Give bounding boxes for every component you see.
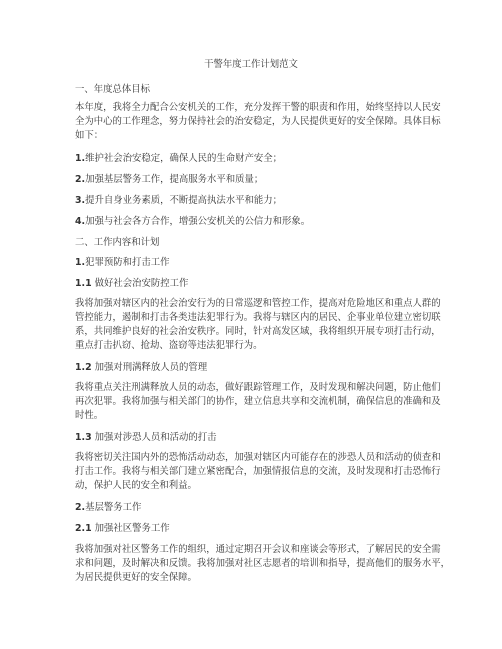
paragraph-1-1-line-1: 我将加强对辖区内的社会治安行为的日常巡逻和管控工作，提高对危险地区和重点人群的 — [75, 298, 441, 309]
subheading-number: 2.1 — [75, 523, 92, 534]
intro-line-1: 本年度，我将全力配合公安机关的工作，充分发挥干警的职责和作用，始终坚持以人民安 — [75, 102, 441, 113]
paragraph-1-1-line-2: 管控能力，遏制和打击各类违法犯罪行为。我将与辖区内的居民、企事业单位建立密切联 — [75, 312, 441, 323]
subheading-number: 1.1 — [75, 278, 92, 289]
subheading-text: 做好社会治安防控工作 — [94, 278, 189, 289]
paragraph-1-1-line-4: 重点打击扒窃、抢劫、盗窃等违法犯罪行为。 — [75, 340, 263, 351]
subheading-1-1 — [75, 279, 188, 288]
section-heading-work: 二、工作内容和计划 — [75, 237, 160, 248]
subheading-1-2 — [75, 363, 207, 372]
subheading-text: 加强社区警务工作 — [94, 523, 170, 534]
paragraph-1-1-line-3: 系，共同维护良好的社会治安秩序。同时，针对高发区域，我将组织开展专项打击行动， — [75, 326, 441, 337]
item-number: 1. — [75, 257, 86, 268]
item-text: 基层警务工作 — [85, 502, 142, 513]
document-title: 干警年度工作计划范文 — [204, 59, 298, 70]
paragraph-1-2-line-1: 我将重点关注刑满释放人员的动态，做好跟踪管理工作，及时发现和解决问题，防止他们 — [75, 382, 441, 393]
item-number: 2. — [75, 502, 86, 513]
goal-number: 2. — [75, 174, 86, 185]
paragraph-2-1-line-3: 为居民提供更好的安全保障。 — [75, 572, 197, 583]
goal-number: 3. — [75, 195, 86, 206]
goal-item-2 — [75, 175, 263, 184]
paragraph-2-1-line-1: 我将加强对社区警务工作的组织，通过定期召开会议和座谈会等形式，了解居民的安全需 — [75, 544, 441, 555]
subheading-number: 1.3 — [75, 432, 92, 443]
paragraph-2-1-line-2: 求和问题，及时解决和反馈。我将加强对社区志愿者的培训和指导，提高他们的服务水平， — [75, 558, 451, 569]
paragraph-1-2-line-3: 时性。 — [75, 410, 104, 421]
item-text: 犯罪预防和打击工作 — [85, 257, 170, 268]
subheading-2-1 — [75, 524, 170, 533]
goal-text: 维护社会治安稳定，确保人民的生命财产安全； — [85, 153, 282, 164]
goal-text: 加强与社会各方合作，增强公安机关的公信力和形象。 — [85, 216, 311, 227]
intro-line-2: 全为中心的工作理念，努力保持社会的治安稳定，为人民提供更好的安全保障。具体目标 — [75, 116, 441, 127]
goal-item-4 — [75, 217, 310, 226]
paragraph-1-3-line-3: 动，保护人民的安全和利益。 — [75, 480, 197, 491]
subheading-text: 加强对刑满释放人员的管理 — [94, 362, 208, 373]
paragraph-1-2-line-2: 再次犯罪。我将加强与相关部门的协作，建立信息共享和交流机制，确保信息的准确和及 — [75, 396, 441, 407]
paragraph-1-3-line-1: 我将密切关注国内外的恐怖活动动态，加强对辖区内可能存在的涉恐人员和活动的侦查和 — [75, 452, 441, 463]
work-item-1 — [75, 258, 169, 267]
goal-item-3 — [75, 196, 282, 205]
goal-text: 提升自身业务素质，不断提高执法水平和能力； — [85, 195, 282, 206]
goal-number: 1. — [75, 153, 86, 164]
intro-line-3: 如下： — [75, 130, 104, 141]
paragraph-1-3-line-2: 打击工作。我将与相关部门建立紧密配合，加强情报信息的交流，及时发现和打击恐怖行 — [75, 466, 441, 477]
subheading-1-3 — [75, 433, 216, 442]
section-heading-goals: 一、年度总体目标 — [75, 84, 151, 95]
goal-item-1 — [75, 154, 282, 163]
subheading-number: 1.2 — [75, 362, 92, 373]
goal-number: 4. — [75, 216, 86, 227]
subheading-text: 加强对涉恐人员和活动的打击 — [94, 432, 217, 443]
work-item-2 — [75, 503, 141, 512]
goal-text: 加强基层警务工作，提高服务水平和质量； — [85, 174, 264, 185]
